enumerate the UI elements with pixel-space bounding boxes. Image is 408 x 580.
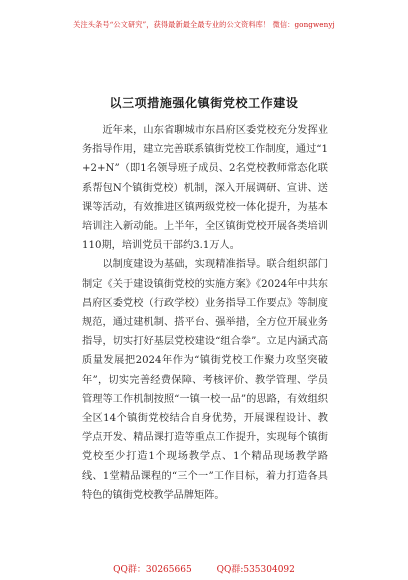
footer-qq-group-2: QQ群:535304092 — [216, 565, 295, 575]
footer-contact — [0, 562, 408, 575]
footer-qq-group-1: QQ群：30265665 — [113, 565, 192, 575]
header-promo-note: 关注头条号“公文研究”，获得最新最全最专业的公文资料库！ 微信：gongwenyj — [73, 20, 335, 29]
document-title: 以三项措施强化镇街党校工作建设 — [109, 96, 299, 110]
document-body — [82, 121, 328, 505]
body-paragraph-2: 以制度建设为基础，实现精准指导。联合组织部门制定《关于建设镇街党校的实施方案》《2024年中共东昌府区委党校（行政学校）业务指导工作要点》等制度规范，通过建机制、搭平台、强举措，全方位开展业务指导，切实打好基层党校建设“组合拳”。立足内涵式高质量发展把2024年作为“镇街党校工作聚力攻坚突破年”，切实完善经费保障、考核评价、教学管理、学员管理等工作机制按照“一镇一校一品”的思路，有效组织全区14个镇街党校结合自身优势，开展课程设计、教学点开发、精品课打造等重点工作提升，实现每个镇街党校至少打造1个现场教学点、1个精品现场教学路线、1堂精品课程的“三个一”工作目标，着力打造各具特色的镇街党校教学品牌矩阵。 — [82, 259, 328, 501]
body-paragraph-1: 近年来，山东省聊城市东昌府区委党校充分发挥业务指导作用，建立完善联系镇街党校工作制度，通过“1+2+N”（即1名领导班子成员、2名党校教师常态化联系帮包N个镇街党校）机制，深入开展调研、宣讲、送课等活动，有效推进区镇两级党校一体化提升，为基本培训注入新动能。上半年，全区镇街党校开展各类培训110期，培训党员干部约3.1万人。 — [82, 125, 328, 252]
